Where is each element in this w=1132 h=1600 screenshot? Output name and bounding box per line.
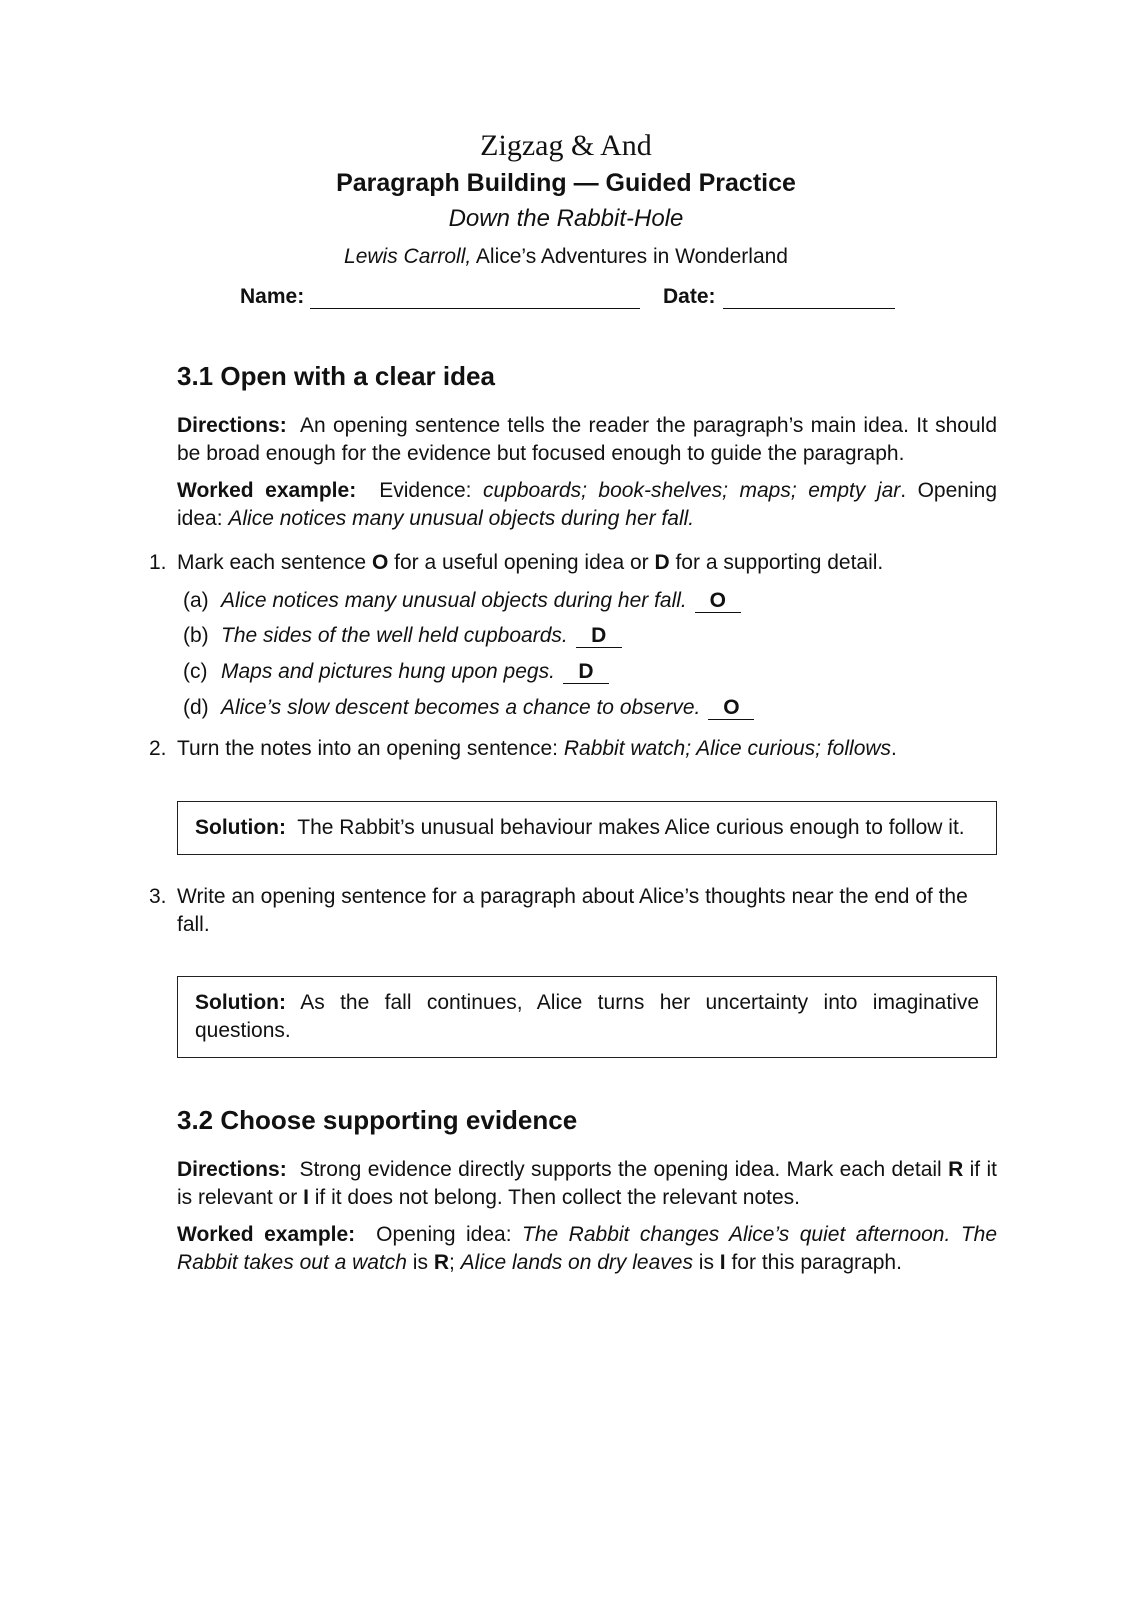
- name-label: Name:: [240, 285, 305, 308]
- solution-text: The Rabbit’s unusual behaviour makes Alice curious enough to follow it.: [297, 816, 965, 840]
- question-3: [149, 883, 997, 1058]
- q1-d-mark: D: [654, 550, 670, 574]
- question-2: [149, 735, 997, 854]
- solution-text: As the fall continues, Alice turns her uncertainty into imaginative questions.: [195, 991, 979, 1043]
- subitem-a: [183, 587, 997, 615]
- r-mark: R: [948, 1157, 964, 1181]
- question-1: [149, 549, 997, 722]
- source-citation: [0, 242, 1132, 272]
- worksheet-title: Paragraph Building — Guided Practice: [336, 169, 796, 197]
- worked-example-detail: The Rabbit takes out a watch: [177, 1223, 997, 1274]
- question-text: Write an opening sentence for a paragraph about Alice’s thoughts near the end of the fall.: [177, 884, 968, 936]
- worked-text: Evidence:: [379, 479, 483, 503]
- subitem-label: (d): [183, 695, 209, 719]
- r-mark: R: [433, 1250, 449, 1274]
- question-text: [177, 737, 897, 760]
- subitem-label: (c): [183, 660, 208, 684]
- subitem-text: Alice’s slow descent becomes a chance to observe.: [221, 695, 701, 719]
- section2-directions: [177, 1156, 997, 1211]
- question-text: [177, 551, 883, 574]
- section-heading-3-2: 3.2 Choose supporting evidence: [177, 1104, 578, 1135]
- date-label: Date:: [663, 285, 716, 308]
- q2-text: Turn the notes into an opening sentence:: [177, 737, 564, 761]
- q1-subitems: [183, 587, 997, 722]
- question-list: [149, 549, 997, 1058]
- solution-box: [177, 801, 997, 855]
- answer-blank[interactable]: O: [708, 697, 754, 720]
- subitem-text: Alice notices many unusual objects during her fall.: [221, 588, 687, 612]
- date-field[interactable]: [723, 308, 895, 309]
- solution-label: Solution:: [195, 991, 286, 1015]
- i-mark: I: [303, 1185, 309, 1209]
- worked-text: is: [692, 1250, 720, 1274]
- worked-text: Opening idea:: [376, 1223, 523, 1247]
- worked-text: . Opening idea:: [177, 479, 997, 531]
- worked-opening-idea: Alice notices many unusual objects during her fall.: [228, 507, 695, 531]
- chapter-subtitle: Down the Rabbit-Hole: [448, 205, 684, 232]
- subitem-b: [183, 622, 997, 650]
- subitem-d: [183, 694, 997, 722]
- section2-worked-example: [177, 1221, 997, 1276]
- worked-example-detail: Alice lands on dry leaves: [460, 1250, 693, 1274]
- source-author: Lewis Carroll,: [344, 245, 472, 268]
- worksheet-content: [149, 358, 998, 1277]
- directions-text: if it does not belong. Then collect the relevant notes.: [308, 1185, 800, 1209]
- source-work: Alice’s Adventures in Wonderland: [475, 245, 788, 268]
- brand-name: Zigzag & And: [480, 129, 652, 162]
- directions-text: Strong evidence directly supports the opening idea. Mark each detail: [299, 1157, 949, 1181]
- worked-text: ;: [448, 1250, 461, 1274]
- answer-blank[interactable]: D: [563, 661, 609, 684]
- solution-box: [177, 976, 997, 1057]
- subitem-label: (a): [183, 588, 209, 612]
- worked-example-label: Worked example:: [177, 1223, 356, 1247]
- worked-text: [950, 1223, 960, 1246]
- section1-worked-example: [177, 477, 997, 532]
- worked-text: is: [406, 1250, 434, 1274]
- question-number: 1.: [149, 550, 167, 574]
- question-number: 2.: [149, 737, 167, 761]
- q1-text-part: Mark each sentence: [177, 550, 372, 574]
- answer-blank[interactable]: D: [576, 625, 622, 648]
- worked-evidence: cupboards; book-shelves; maps; empty jar: [483, 479, 901, 503]
- name-date-row: [240, 283, 900, 315]
- section1-directions: [177, 412, 997, 467]
- worked-opening-idea: The Rabbit changes Alice’s quiet afternoon.: [522, 1223, 951, 1247]
- i-mark: I: [719, 1250, 726, 1274]
- section-heading-3-1: 3.1 Open with a clear idea: [177, 361, 495, 391]
- directions-label: Directions:: [177, 414, 287, 437]
- subitem-label: (b): [183, 624, 209, 648]
- directions-text: if it is relevant or: [177, 1157, 998, 1209]
- q1-text-part: for a useful opening idea or: [388, 550, 655, 574]
- q1-text-part: for a supporting detail.: [669, 550, 884, 574]
- directions-text: An opening sentence tells the reader the paragraph’s main idea. It should be broad enough for the evidence but focused enough to guide the paragraph.: [177, 414, 997, 465]
- subitem-c: [183, 658, 997, 686]
- solution-label: Solution:: [195, 816, 286, 840]
- subitem-text: Maps and pictures hung upon pegs.: [221, 660, 555, 684]
- q1-o-mark: O: [371, 550, 389, 574]
- q2-end: .: [891, 737, 897, 761]
- name-field[interactable]: [310, 308, 640, 309]
- answer-blank[interactable]: O: [695, 590, 741, 613]
- worksheet-header: [0, 128, 1132, 272]
- question-number: 3.: [149, 884, 167, 908]
- directions-label: Directions:: [177, 1157, 287, 1181]
- q2-notes: Rabbit watch; Alice curious; follows: [563, 737, 892, 761]
- worked-text: for this paragraph.: [725, 1250, 902, 1274]
- worked-example-label: Worked example:: [177, 479, 357, 503]
- subitem-text: The sides of the well held cupboards.: [221, 624, 568, 648]
